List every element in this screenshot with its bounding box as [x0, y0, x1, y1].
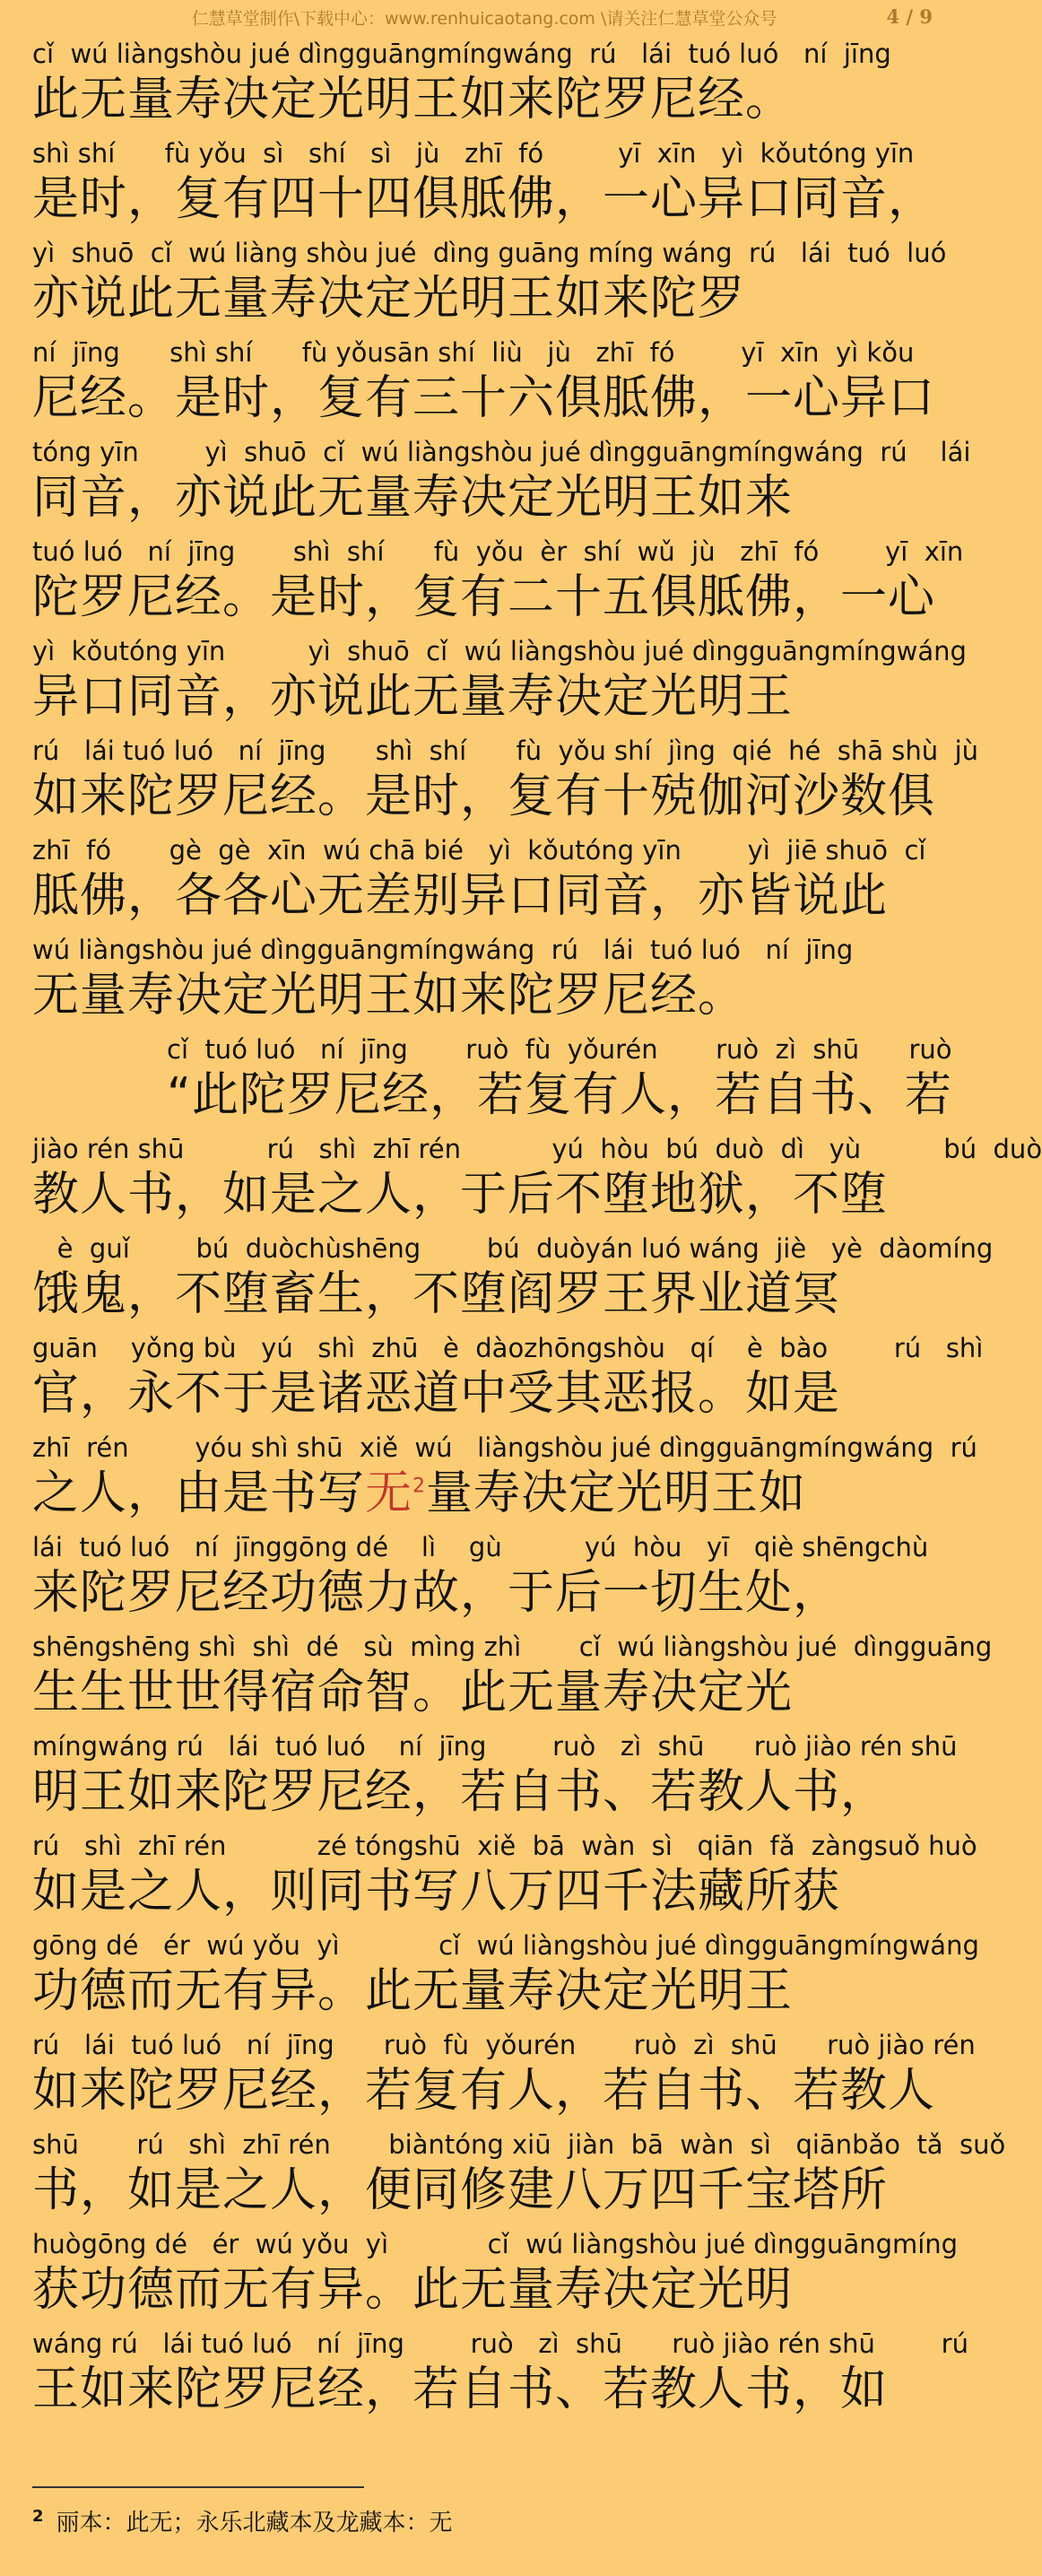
pinyin-line: wáng rú lái tuó luó ní jīng ruò zì shū ruò jiào rén shū rú [32, 2328, 968, 2359]
text-line [32, 633, 967, 733]
text-line [32, 1031, 952, 1131]
hanzi-line [32, 669, 938, 725]
hanzi-text: 饿鬼，不堕畜生，不堕阎罗王界业道冥 [32, 1267, 841, 1321]
hanzi-text: 此无量寿决定光明王如来陀罗尼经。 [32, 73, 794, 126]
hanzi-text: “此陀罗尼经，若复有人，若自书、若 [167, 1068, 952, 1122]
hanzi-line [32, 1167, 938, 1223]
scripture-text [32, 36, 1042, 2425]
text-line [32, 1828, 977, 1928]
pinyin-line: tóng yīn yì shuō cǐ wú liàngshòu jué dìngguāngmíngwáng rú lái [32, 437, 971, 467]
hanzi-text: 无量寿决定光明王如来陀罗尼经。 [32, 969, 746, 1023]
hanzi-line [32, 1466, 938, 1521]
variant-character: 无 [365, 1466, 413, 1520]
text-line [32, 832, 938, 932]
text-line [32, 1231, 994, 1330]
hanzi-line [32, 370, 938, 426]
hanzi-text: 明王如来陀罗尼经，若自书、若教人书， [32, 1765, 889, 1819]
text-line [32, 135, 938, 235]
text-line [32, 1728, 958, 1828]
hanzi-text: 如来陀罗尼经，若复有人，若自书、若教人 [32, 2064, 936, 2118]
hanzi-text: 王如来陀罗尼经，若自书、若教人书，如 [32, 2363, 889, 2416]
hanzi-text: 如是之人，则同书写八万四千法藏所获 [32, 1865, 841, 1919]
text-line [32, 434, 971, 534]
footnote [32, 2504, 929, 2537]
pinyin-line: gōng dé ér wú yǒu yì cǐ wú liàngshòu jué dìngguāngmíngwáng [32, 1930, 979, 1961]
hanzi-line [32, 968, 938, 1023]
hanzi-text: 之人，由是书写 [32, 1466, 366, 1520]
pinyin-line: shì shí fù yǒu sì shí sì jù zhī fó yī xīn yì kǒutóng yīn [32, 138, 915, 169]
hanzi-line [32, 1565, 938, 1621]
hanzi-line [32, 72, 938, 127]
text-line [32, 1928, 979, 2027]
hanzi-line [32, 2063, 938, 2119]
text-line [32, 1131, 1042, 1231]
text-line [32, 932, 938, 1031]
hanzi-text: 来陀罗尼经功德力故，于后一切生处， [32, 1566, 841, 1620]
hanzi-text: 书，如是之人，便同修建八万四千宝塔所 [32, 2163, 889, 2217]
hanzi-line [32, 2362, 938, 2417]
pinyin-line: huògōng dé ér wú yǒu yì cǐ wú liàngshòu jué dìngguāngmíng [32, 2229, 959, 2259]
pinyin-line: guān yǒng bù yú shì zhū è dàozhōngshòu qí è bào rú shì [32, 1333, 984, 1363]
hanzi-text: 如来陀罗尼经。是时，复有十殑伽河沙数俱 [32, 770, 936, 823]
hanzi-line [32, 1266, 938, 1322]
pinyin-line: rú shì zhī rén zé tóngshū xiě bā wàn sì qiān fǎ zàngsuǒ huò [32, 1831, 977, 1861]
footnote-divider [32, 2486, 364, 2488]
hanzi-line [32, 271, 938, 326]
pinyin-line: yì shuō cǐ wú liàng shòu jué dìng guāng míng wáng rú lái tuó luó [32, 238, 947, 268]
pinyin-line: ní jīng shì shí fù yǒusān shí liù jù zhī fó yī xīn yì kǒu [32, 337, 915, 368]
text-line [32, 1629, 993, 1728]
footnote-text: 丽本：此无；永乐北藏本及龙藏本：无 [56, 2510, 453, 2537]
hanzi-text: 获功德而无有异。此无量寿决定光明 [32, 2263, 794, 2317]
text-line [32, 2027, 976, 2127]
pinyin-line: rú lái tuó luó ní jīng shì shí fù yǒu shí jìng qié hé shā shù jù [32, 735, 979, 766]
page-number: 4 / 9 [886, 5, 933, 28]
hanzi-text: 官，永不于是诸恶道中受其恶报。如是 [32, 1367, 841, 1421]
hanzi-text: 生生世世得宿命智。此无量寿决定光 [32, 1666, 794, 1719]
pinyin-line: wú liàngshòu jué dìngguāngmíngwáng rú lái tuó luó ní jīng [32, 935, 854, 965]
text-line [32, 2226, 959, 2326]
pinyin-line: lái tuó luó ní jīnggōng dé lì gù yú hòu yī qiè shēngchù [32, 1532, 929, 1562]
text-line [32, 235, 947, 335]
hanzi-text: 尼经。是时，复有三十六俱胝佛，一心异口 [32, 371, 936, 425]
hanzi-line [32, 1963, 938, 2019]
text-line [32, 1529, 938, 1629]
pinyin-line: zhī fó gè gè xīn wú chā bié yì kǒutóng yīn yì jiē shuō cǐ [32, 835, 926, 866]
hanzi-text: 亦说此无量寿决定光明王如来陀罗 [32, 272, 746, 326]
hanzi-text: 功德而无有异。此无量寿决定光明王 [32, 1964, 794, 2018]
page-header [0, 0, 968, 30]
text-line [32, 335, 938, 434]
pinyin-line: míngwáng rú lái tuó luó ní jīng ruò zì shū ruò jiào rén shū [32, 1731, 958, 1762]
pinyin-line: rú lái tuó luó ní jīng ruò fù yǒurén ruò zì shū ruò jiào rén [32, 2030, 976, 2060]
footnote-reference[interactable]: 2 [412, 1475, 427, 1498]
pinyin-line: shū rú shì zhī rén biàntóng xiū jiàn bā wàn sì qiānbǎo tǎ suǒ [32, 2129, 1006, 2160]
pinyin-line: jiào rén shū rú shì zhī rén yú hòu bú duò dì yù bú duò [32, 1134, 1042, 1164]
hanzi-line [32, 1665, 938, 1720]
hanzi-line [32, 868, 938, 924]
text-line [32, 1330, 984, 1430]
text-line [32, 36, 938, 135]
text-line [32, 534, 964, 633]
pinyin-line: cǐ wú liàngshòu jué dìngguāngmíngwáng rú lái tuó luó ní jīng [32, 39, 891, 69]
footnote-number: 2 [32, 2507, 44, 2527]
hanzi-line [32, 171, 938, 227]
header-title: 仁慧草堂制作\下载中心：www.renhuicaotang.com \请关注仁慧草堂公众号 [191, 9, 777, 29]
hanzi-line [32, 470, 938, 526]
pinyin-line: shēngshēng shì shì dé sù mìng zhì cǐ wú liàngshòu jué dìngguāng [32, 1632, 993, 1662]
text-line [32, 2127, 1006, 2226]
pinyin-line: cǐ tuó luó ní jīng ruò fù yǒurén ruò zì shū ruò [167, 1034, 952, 1065]
hanzi-text: 胝佛，各各心无差别异口同音，亦皆说此 [32, 869, 889, 923]
hanzi-text: 陀罗尼经。是时，复有二十五俱胝佛，一心 [32, 570, 936, 624]
text-line [32, 1430, 977, 1529]
hanzi-text: 异口同音，亦说此无量寿决定光明王 [32, 670, 794, 724]
hanzi-line [32, 769, 938, 824]
pinyin-line: zhī rén yóu shì shū xiě wú liàngshòu jué dìngguāngmíngwáng rú [32, 1432, 977, 1463]
pinyin-line: è guǐ bú duòchùshēng bú duòyán luó wáng jiè yè dàomíng [32, 1233, 994, 1264]
hanzi-line [32, 1764, 938, 1820]
pinyin-line: yì kǒutóng yīn yì shuō cǐ wú liàngshòu jué dìngguāngmíngwáng [32, 636, 967, 666]
pinyin-line: tuó luó ní jīng shì shí fù yǒu èr shí wǔ jù zhī fó yī xīn [32, 536, 964, 567]
hanzi-text: 是时，复有四十四俱胝佛，一心异口同音， [32, 172, 936, 226]
hanzi-text: 教人书，如是之人，于后不堕地狱，不堕 [32, 1168, 889, 1222]
hanzi-line [32, 570, 938, 625]
hanzi-text: 同音，亦说此无量寿决定光明王如来 [32, 471, 794, 525]
text-line [32, 2326, 968, 2425]
hanzi-line [32, 1366, 938, 1422]
hanzi-text: 量寿决定光明王如 [426, 1466, 807, 1520]
hanzi-line [32, 2163, 938, 2218]
hanzi-line [32, 1864, 938, 1919]
hanzi-line [167, 1067, 952, 1123]
hanzi-line [32, 2262, 938, 2318]
text-line [32, 733, 979, 832]
